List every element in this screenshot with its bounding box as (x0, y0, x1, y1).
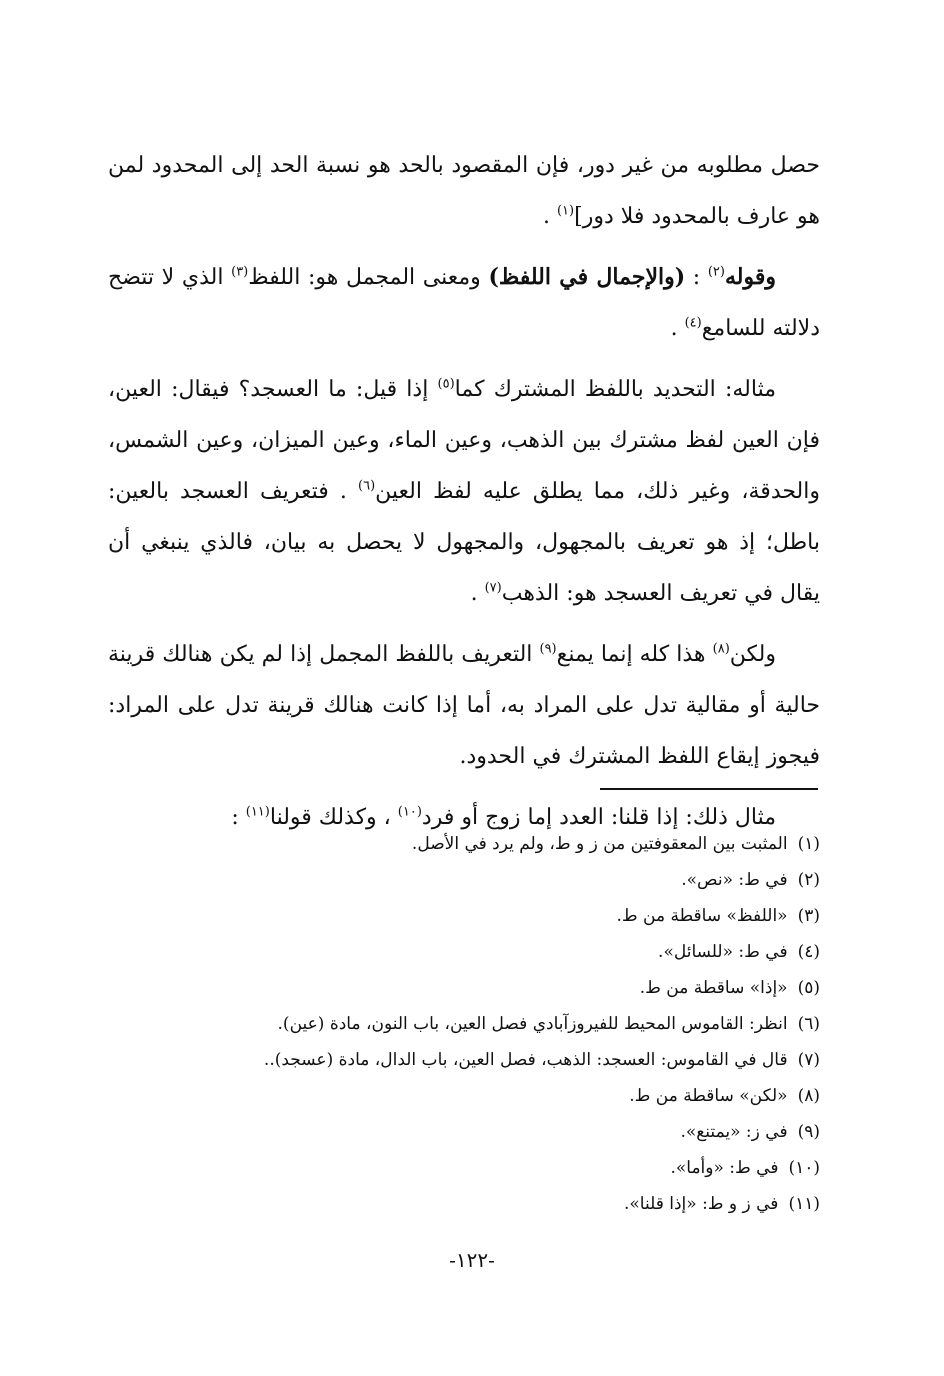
footnote-ref: (٧) (484, 580, 502, 596)
footnote-ref: (١١) (245, 804, 270, 820)
footnote-text: في ط: «وأما». (670, 1158, 779, 1178)
footnote-item (108, 1186, 820, 1222)
footnote-number: (٢) (797, 870, 820, 890)
footnote-number: (١٠) (788, 1158, 820, 1178)
footnote-number: (١١) (788, 1194, 820, 1214)
paragraph-tail: . (542, 204, 557, 229)
paragraph-1 (108, 140, 820, 242)
footnote-text: في ط: «للسائل». (658, 942, 788, 962)
separator: : (685, 265, 708, 290)
footnote-item (108, 862, 820, 898)
footnote-divider (600, 788, 818, 790)
footnote-text: «اللفظ» ساقطة من ط. (616, 906, 788, 926)
footnote-text: انظر: القاموس المحيط للفيروزآبادي فصل العين، باب النون، مادة (عين). (277, 1014, 788, 1034)
footnote-item (108, 1042, 820, 1078)
paragraph-tail: . (470, 581, 485, 606)
paragraph-2 (108, 252, 820, 354)
paragraph-text: التعريف باللفظ المجمل إذا لم يكن هنالك قرينة حالية أو مقالية تدل على المراد به، أما إذا كانت هنالك قرينة تدل على المراد: فيجوز إيقاع اللفظ المشترك في الحدود. (108, 642, 820, 769)
footnote-item (108, 826, 820, 862)
footnote-number: (٧) (797, 1050, 820, 1070)
paragraph-text: مثال ذلك: إذا قلنا: العدد إما زوج أو فرد (421, 805, 776, 830)
paragraph-text: حصل مطلوبه من غير دور، فإن المقصود بالحد هو نسبة الحد إلى المحدود لمن هو عارف بالمحدود فلا دور] (108, 153, 820, 229)
footnote-ref: (٦) (358, 478, 376, 494)
footnote-number: (٥) (797, 978, 820, 998)
footnote-item (108, 934, 820, 970)
footnote-ref: (٨) (712, 641, 730, 657)
footnote-text: المثبت بين المعقوفتين من ز و ط، ولم يرد في الأصل. (411, 834, 788, 854)
footnote-text: «لكن» ساقطة من ط. (629, 1086, 788, 1106)
footnote-text: في ط: «نص». (681, 870, 788, 890)
footnote-number: (١) (797, 834, 820, 854)
paragraph-text: ومعنى المجمل هو: اللفظ (248, 265, 489, 290)
page-number: -١٢٢- (449, 1248, 495, 1272)
footnote-ref: (٤) (684, 315, 702, 331)
footnote-item (108, 1078, 820, 1114)
quoted-phrase: (والإجمال في اللفظ) (488, 264, 686, 290)
footnote-number: (٦) (797, 1014, 820, 1034)
footnote-item (108, 1006, 820, 1042)
paragraph-tail: . (670, 316, 685, 341)
footnote-ref: (٢) (707, 264, 725, 280)
footnote-text: في ز و ط: «إذا قلنا». (623, 1194, 779, 1214)
paragraph-text: ولكن (729, 642, 776, 667)
paragraph-4 (108, 629, 820, 782)
footnote-text: في ز: «يمتنع». (680, 1122, 788, 1142)
footnote-ref: (٣) (231, 264, 249, 280)
lead-word: وقوله (724, 264, 776, 290)
footnote-ref: (٥) (437, 376, 455, 392)
footnote-number: (٤) (797, 942, 820, 962)
footnote-number: (٩) (797, 1122, 820, 1142)
paragraph-text: إذا قيل: ما العسجد؟ فيقال: العين، فإن العين لفظ مشترك بين الذهب، وعين الماء، وعين الميزان، وعين الشمس، والحدقة، وغير ذلك، مما يطلق عليه لفظ العين (108, 377, 821, 504)
paragraph-text: مثاله: التحديد باللفظ المشترك كما (454, 377, 776, 402)
footnote-text: «إذا» ساقطة من ط. (639, 978, 788, 998)
footnote-number: (٣) (797, 906, 820, 926)
paragraph-text: هذا كله إنما يمنع (556, 642, 713, 667)
footnote-item (108, 1114, 820, 1150)
footnote-text: قال في القاموس: العسجد: الذهب، فصل العين، باب الدال، مادة (عسجد).. (263, 1050, 788, 1070)
paragraph-tail: : (231, 805, 246, 830)
footnote-item (108, 1150, 820, 1186)
footnote-item (108, 898, 820, 934)
footnotes-list (108, 826, 820, 1222)
main-text (108, 140, 820, 853)
footnote-item (108, 970, 820, 1006)
paragraph-text: ، وكذلك قولنا (269, 805, 398, 830)
paragraph-text: الذي لا تتضح دلالته للسامع (108, 265, 820, 341)
footnote-ref: (١٠) (397, 804, 422, 820)
paragraph-3 (108, 364, 820, 619)
footnote-ref: (١) (556, 203, 575, 219)
footnote-ref: (٩) (539, 641, 557, 657)
footnote-number: (٨) (797, 1086, 820, 1106)
paragraph-text: . فتعريف العسجد بالعين: باطل؛ إذ هو تعريف بالمجهول، والمجهول لا يحصل به بيان، فالذي ينبغي أن يقال في تعريف العسجد هو: الذهب (108, 479, 820, 606)
